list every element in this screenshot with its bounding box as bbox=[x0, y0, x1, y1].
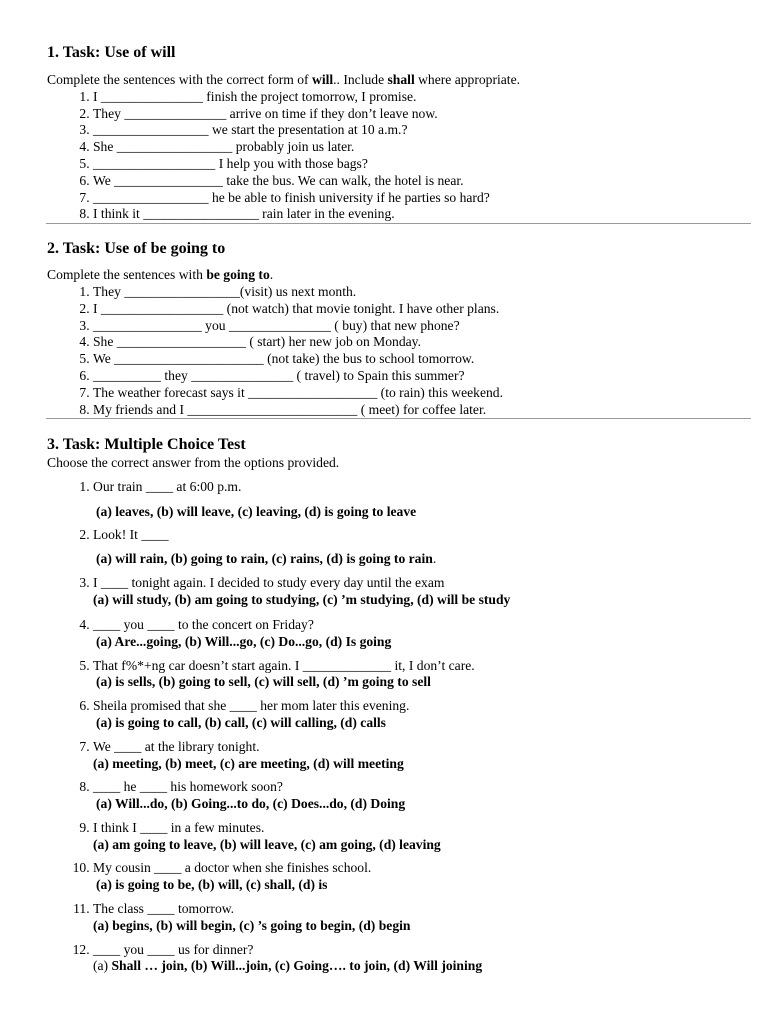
question-text: ____ you ____ to the concert on Friday? bbox=[93, 616, 314, 632]
question-item bbox=[93, 575, 728, 609]
list-item: 8. I think it _________________ rain later in the evening. bbox=[93, 206, 728, 223]
list-item: 1. I _______________ finish the project tomorrow, I promise. bbox=[93, 89, 728, 106]
task2-title: 2. Task: Use of be going to bbox=[47, 240, 226, 258]
question-item bbox=[93, 617, 728, 651]
task1-list bbox=[47, 89, 728, 223]
question-item bbox=[93, 942, 728, 976]
list-item: 7. The weather forecast says it ___________________ (to rain) this weekend. bbox=[93, 385, 728, 402]
task2-section bbox=[47, 224, 728, 419]
answer-options: (a) will rain, (b) going to rain, (c) rains, (d) is going to rain. bbox=[96, 550, 437, 566]
task2-list bbox=[47, 284, 728, 418]
answer-options: (a) is going to call, (b) call, (c) will calling, (d) calls bbox=[96, 714, 386, 730]
question-text: That f%*+ng car doesn’t start again. I _____________ it, I don’t care. bbox=[93, 657, 475, 673]
task3-list bbox=[47, 479, 728, 975]
list-item: 4. She _________________ probably join us later. bbox=[93, 139, 728, 156]
answer-options: (a) Shall … join, (b) Will...join, (c) Going…. to join, (d) Will joining bbox=[93, 958, 483, 974]
question-text: I think I ____ in a few minutes. bbox=[93, 819, 265, 835]
question-item bbox=[93, 901, 728, 935]
question-item bbox=[93, 658, 728, 692]
task1-section bbox=[47, 0, 728, 224]
question-text: Our train ____ at 6:00 p.m. bbox=[93, 479, 242, 495]
list-item: 7. _________________ he be able to finish university if he parties so hard? bbox=[93, 190, 728, 207]
task2-instructions: Complete the sentences with be going to. bbox=[47, 267, 274, 283]
question-item bbox=[93, 860, 728, 894]
answer-options: (a) begins, (b) will begin, (c) ’s going to begin, (d) begin bbox=[93, 917, 411, 933]
answer-options: (a) am going to leave, (b) will leave, (c) am going, (d) leaving bbox=[93, 836, 441, 852]
question-text: The class ____ tomorrow. bbox=[93, 901, 235, 917]
answer-options: (a) is going to be, (b) will, (c) shall, (d) is bbox=[96, 877, 328, 893]
list-item: 8. My friends and I _________________________ ( meet) for coffee later. bbox=[93, 402, 728, 419]
list-item: 4. She ___________________ ( start) her new job on Monday. bbox=[93, 334, 728, 351]
question-text: I ____ tonight again. I decided to study every day until the exam bbox=[93, 575, 445, 591]
list-item: 3. _________________ we start the presentation at 10 a.m.? bbox=[93, 122, 728, 139]
answer-options: (a) Will...do, (b) Going...to do, (c) Does...do, (d) Doing bbox=[96, 796, 406, 812]
question-item bbox=[93, 739, 728, 773]
question-item bbox=[93, 698, 728, 732]
list-item: 3. ________________ you _______________ ( buy) that new phone? bbox=[93, 318, 728, 335]
list-item: 5. __________________ I help you with those bags? bbox=[93, 156, 728, 173]
task1-instructions: Complete the sentences with the correct form of will.. Include shall where appropriate. bbox=[47, 72, 521, 87]
question-text: ____ he ____ his homework soon? bbox=[93, 779, 283, 795]
answer-options: (a) will study, (b) am going to studying, (c) ’m studying, (d) will be study bbox=[93, 592, 511, 608]
task3-section bbox=[47, 419, 728, 975]
question-text: My cousin ____ a doctor when she finishes school. bbox=[93, 860, 372, 876]
answer-options: (a) is sells, (b) going to sell, (c) will sell, (d) ’m going to sell bbox=[96, 674, 431, 690]
question-text: ____ you ____ us for dinner? bbox=[93, 941, 254, 957]
question-item bbox=[93, 820, 728, 854]
list-item: 1. They _________________(visit) us next month. bbox=[93, 284, 728, 301]
task3-title: 3. Task: Multiple Choice Test bbox=[47, 436, 246, 454]
task3-instructions: Choose the correct answer from the options provided. bbox=[47, 455, 340, 471]
list-item: 2. I __________________ (not watch) that movie tonight. I have other plans. bbox=[93, 301, 728, 318]
answer-options: (a) leaves, (b) will leave, (c) leaving, (d) is going to leave bbox=[96, 503, 417, 519]
question-text: We ____ at the library tonight. bbox=[93, 738, 260, 754]
question-item bbox=[93, 479, 728, 521]
list-item: 2. They _______________ arrive on time if they don’t leave now. bbox=[93, 106, 728, 123]
question-text: Look! It ____ bbox=[93, 526, 169, 542]
task1-title: 1. Task: Use of will bbox=[47, 44, 176, 61]
list-item: 5. We ______________________ (not take) the bus to school tomorrow. bbox=[93, 351, 728, 368]
question-text: Sheila promised that she ____ her mom later this evening. bbox=[93, 698, 410, 714]
question-item bbox=[93, 779, 728, 813]
list-item: 6. __________ they _______________ ( travel) to Spain this summer? bbox=[93, 368, 728, 385]
answer-options: (a) Are...going, (b) Will...go, (c) Do...go, (d) Is going bbox=[96, 633, 392, 649]
question-item bbox=[93, 527, 728, 568]
answer-options: (a) meeting, (b) meet, (c) are meeting, (d) will meeting bbox=[93, 755, 404, 771]
list-item: 6. We ________________ take the bus. We can walk, the hotel is near. bbox=[93, 173, 728, 190]
